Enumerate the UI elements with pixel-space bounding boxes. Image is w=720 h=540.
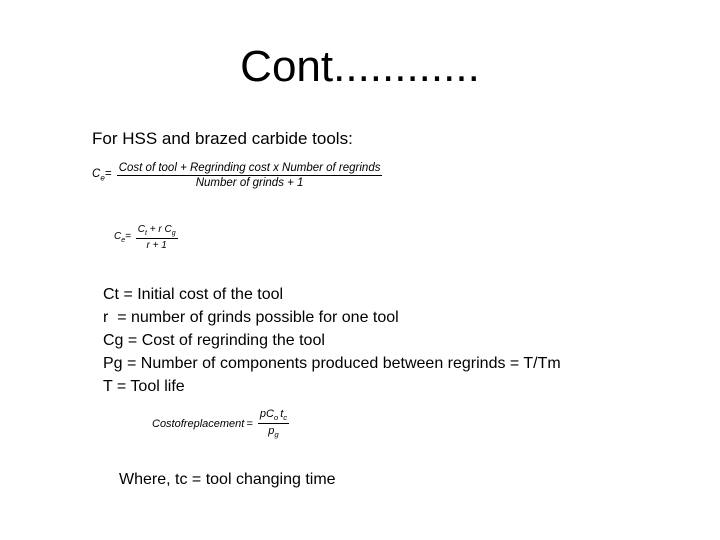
formula3-fraction [258,408,289,439]
definition-t: T = Tool life [103,378,185,395]
formula2-fraction [136,224,178,251]
formula1-fraction [117,162,383,189]
definition-r: r = number of grinds possible for one tool [103,309,399,326]
formula3-numerator: $pC_o$ $t_c$ [259,408,288,423]
formula2-denominator: r + 1 [146,240,167,251]
formula3-lhs: Costofreplacement = [152,417,253,430]
tool-cost-formula-text [92,162,382,189]
formula2-numerator: $C_t + r$ $C_g$ [137,224,176,237]
formula3-denominator: $p_g$ [268,425,279,440]
formula1-denominator: Number of grinds + 1 [195,177,304,189]
where-note: Where, tc = tool changing time [119,471,336,488]
formula1-lhs: $C_e=$ [92,168,112,183]
formula1-numerator: Cost of tool + Regrinding cost x Number of regrinds [118,162,381,174]
slide-title: Cont............ [240,42,480,91]
definition-cg: Cg = Cost of regrinding the tool [103,332,325,349]
definition-ct: Ct = Initial cost of the tool [103,286,284,303]
definition-pg: Pg = Number of components produced between regrinds = T/Tm [103,355,561,372]
slide-subtitle: For HSS and brazed carbide tools: [92,129,353,148]
formula2-lhs: $C_e=$ [114,231,131,244]
tool-cost-formula-symbolic [114,224,178,251]
replacement-cost-formula [152,408,289,439]
definitions-list [103,283,561,398]
